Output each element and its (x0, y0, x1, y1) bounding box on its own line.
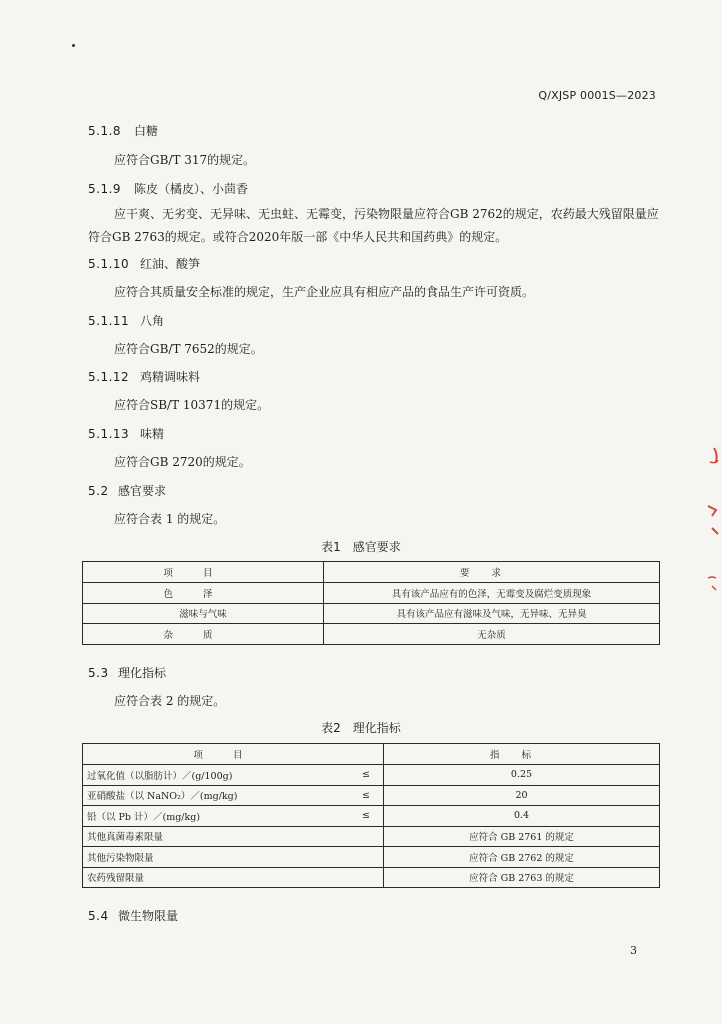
table-row (83, 583, 660, 604)
section-number: 5.1.13 (88, 427, 130, 441)
table-header-row (83, 744, 660, 765)
table-row (83, 867, 660, 888)
section-heading-5-1-11 (88, 312, 164, 329)
header-requirement: 要求 (324, 562, 660, 583)
section-title: 味精 (140, 427, 165, 441)
paragraph-5-1-11: 应符合GB/T 7652的规定。 (114, 342, 263, 356)
cell-value: 20 (384, 785, 660, 806)
section-title: 微生物限量 (118, 909, 179, 923)
page-number: 3 (630, 944, 637, 957)
cell-value: 应符合 GB 2761 的规定 (384, 826, 660, 847)
table-1-caption: 表1 感官要求 (321, 540, 401, 554)
cell-requirement: 具有该产品应有滋味及气味，无异味、无异臭 (324, 603, 660, 624)
table-header-row (83, 562, 660, 583)
cell-item: 农药残留限量 (83, 867, 384, 888)
section-title: 白糖 (134, 124, 159, 138)
cell-value: 应符合 GB 2763 的规定 (384, 867, 660, 888)
cell-item: 杂质 (83, 624, 324, 645)
section-number: 5.4 (88, 909, 109, 923)
section-heading-5-1-12 (88, 368, 200, 385)
paragraph-5-1-12: 应符合SB/T 10371的规定。 (114, 398, 270, 412)
table-row (83, 765, 660, 786)
table-2-caption: 表2 理化指标 (321, 721, 401, 735)
section-heading-5-2 (88, 482, 166, 499)
section-title: 八角 (140, 314, 165, 328)
cell-value: 0.25 (384, 765, 660, 786)
section-heading-5-3 (88, 664, 166, 681)
paragraph-5-2: 应符合表 1 的规定。 (114, 512, 226, 526)
cell-item: 其他真菌毒素限量 (83, 826, 384, 847)
section-number: 5.2 (88, 484, 109, 498)
cell-operator: ≤ (349, 806, 384, 827)
table-row (83, 603, 660, 624)
table-row (83, 826, 660, 847)
header-item: 项目 (83, 744, 384, 765)
header-indicator: 指标 (384, 744, 660, 765)
cell-item: 其他污染物限量 (83, 847, 384, 868)
section-title: 红油、酸笋 (140, 257, 201, 271)
cell-item: 色泽 (83, 583, 324, 604)
header-item: 项目 (83, 562, 324, 583)
section-title: 鸡精调味料 (140, 370, 201, 384)
cell-value: 应符合 GB 2762 的规定 (384, 847, 660, 868)
table-row (83, 624, 660, 645)
cell-item: 铅（以 Pb 计）／(mg/kg) (83, 806, 350, 827)
section-heading-5-1-10 (88, 255, 200, 272)
cell-requirement: 具有该产品应有的色泽，无霉变及腐烂变质现象 (324, 583, 660, 604)
paragraph-5-3: 应符合表 2 的规定。 (114, 694, 226, 708)
section-heading-5-1-9 (88, 180, 248, 197)
section-number: 5.1.9 (88, 182, 122, 196)
physicochemical-indicators-table (82, 743, 660, 888)
paragraph-5-1-13: 应符合GB 2720的规定。 (114, 455, 251, 469)
section-number: 5.1.8 (88, 124, 122, 138)
section-title: 陈皮（橘皮）、小茴香 (134, 182, 249, 196)
section-number: 5.1.10 (88, 257, 130, 271)
table-row (83, 785, 660, 806)
section-heading-5-1-13 (88, 425, 164, 442)
cell-operator: ≤ (349, 765, 384, 786)
section-number: 5.1.11 (88, 314, 130, 328)
cell-requirement: 无杂质 (324, 624, 660, 645)
standard-code: Q/XJSP 0001S—2023 (538, 89, 656, 102)
paragraph-5-1-9: 应干爽、无劣变、无异味、无虫蛀、无霉变，污染物限量应符合GB 2762的规定，农药最大残留限量应符合GB 2763的规定。或符合2020年版一部《中华人民共和国药典》的规定。 (88, 207, 659, 244)
paragraph-5-1-10: 应符合其质量安全标准的规定，生产企业应具有相应产品的食品生产许可资质。 (114, 285, 535, 299)
cell-item: 滋味与气味 (83, 603, 324, 624)
seal-fragment-icon (700, 440, 722, 600)
scan-speck (72, 44, 75, 47)
table-row (83, 847, 660, 868)
section-number: 5.1.12 (88, 370, 130, 384)
section-number: 5.3 (88, 666, 109, 680)
cell-item: 亚硝酸盐（以 NaNO₂）／(mg/kg) (83, 785, 350, 806)
section-heading-5-4 (88, 907, 178, 924)
cell-operator: ≤ (349, 785, 384, 806)
table-row (83, 806, 660, 827)
section-title: 理化指标 (118, 666, 167, 680)
section-heading-5-1-8 (88, 122, 158, 139)
paragraph-5-1-8: 应符合GB/T 317的规定。 (114, 153, 256, 167)
section-title: 感官要求 (118, 484, 167, 498)
sensory-requirements-table (82, 561, 660, 645)
cell-item: 过氧化值（以脂肪计）／(g/100g) (83, 765, 350, 786)
cell-value: 0.4 (384, 806, 660, 827)
